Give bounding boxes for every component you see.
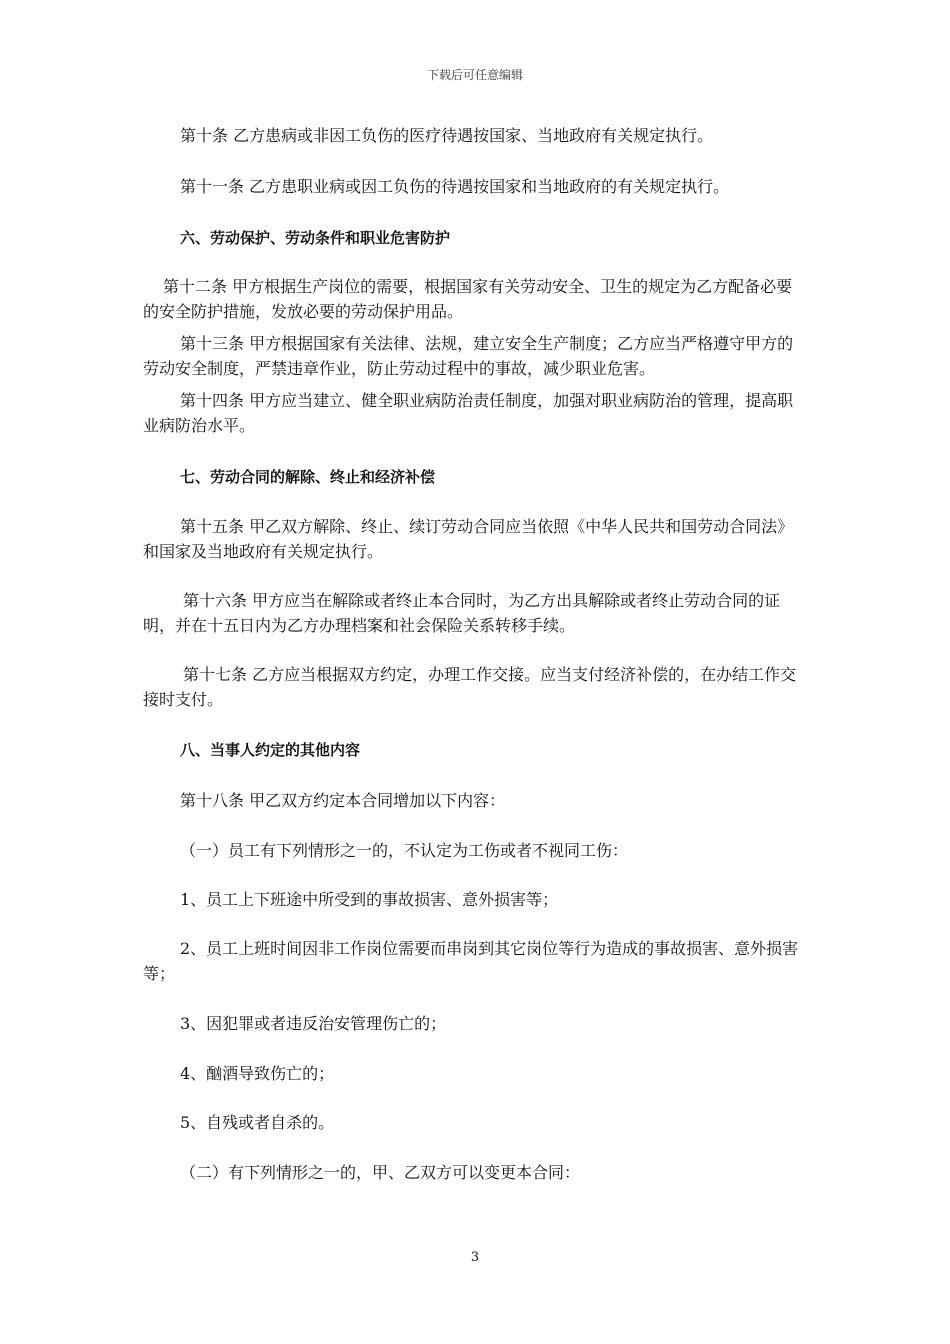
paragraph: 第十六条 甲方应当在解除或者终止本合同时，为乙方出具解除或者终止劳动合同的证明，并在十五日内为乙方办理档案和社会保险关系转移手续。 — [143, 591, 781, 635]
list-item: 4、酗酒导致伤亡的； — [180, 1064, 335, 1083]
paragraph: 第十八条 甲乙双方约定本合同增加以下内容： — [180, 791, 506, 810]
paragraph: （二）有下列情形之一的，甲、乙双方可以变更本合同： — [180, 1163, 581, 1182]
list-item: 5、自残或者自杀的。 — [180, 1113, 335, 1132]
paragraph: 第十条 乙方患病或非因工负伤的医疗待遇按国家、当地政府有关规定执行。 — [180, 126, 714, 145]
paragraph: 第十二条 甲方根据生产岗位的需要，根据国家有关劳动安全、卫生的规定为乙方配备必要的安全防护措施，发放必要的劳动保护用品。 — [143, 277, 793, 321]
list-item: 2、员工上班时间因非工作岗位需要而串岗到其它岗位等行为造成的事故损害、意外损害等； — [143, 939, 799, 983]
paragraph: 第十一条 乙方患职业病或因工负伤的待遇按国家和当地政府的有关规定执行。 — [180, 177, 730, 196]
section-heading: 六、劳动保护、劳动条件和职业危害防护 — [180, 229, 451, 247]
paragraph: 第十七条 乙方应当根据双方约定，办理工作交接。应当支付经济补偿的，在办结工作交接时支付。 — [143, 665, 797, 709]
paragraph: 第十五条 甲乙双方解除、终止、续订劳动合同应当依照《中华人民共和国劳动合同法》和国家及当地政府有关规定执行。 — [143, 517, 794, 561]
section-heading: 八、当事人约定的其他内容 — [180, 741, 361, 759]
paragraph: 第十四条 甲方应当建立、健全职业病防治责任制度，加强对职业病防治的管理，提高职业病防治水平。 — [143, 391, 794, 435]
page-header: 下载后可任意编辑 — [426, 68, 523, 82]
section-heading: 七、劳动合同的解除、终止和经济补偿 — [180, 468, 436, 486]
paragraph: 第十三条 甲方根据国家有关法律、法规，建立安全生产制度；乙方应当严格遵守甲方的劳动安全制度，严禁违章作业，防止劳动过程中的事故，减少职业危害。 — [143, 334, 794, 378]
list-item: 3、因犯罪或者违反治安管理伤亡的； — [180, 1014, 447, 1033]
list-item: 1、员工上下班途中所受到的事故损害、意外损害等； — [180, 890, 559, 909]
paragraph: （一）员工有下列情形之一的，不认定为工伤或者不视同工伤： — [180, 841, 629, 860]
page-number: 3 — [470, 1250, 480, 1265]
